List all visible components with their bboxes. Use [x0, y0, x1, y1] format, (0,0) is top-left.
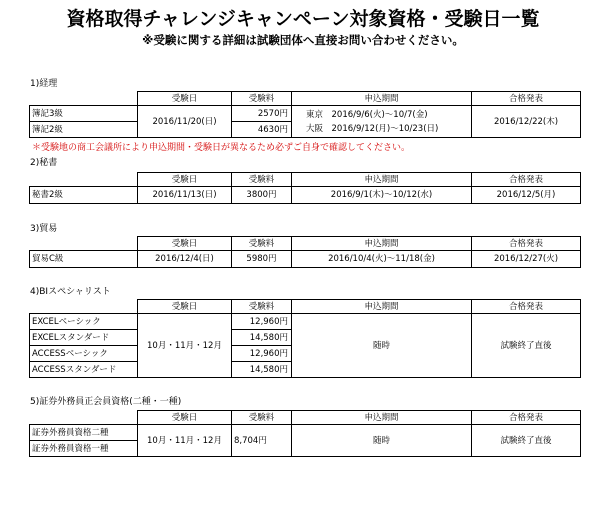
exam-date-cell: 2016/11/20(日)	[138, 106, 232, 138]
result-cell: 2016/12/5(月)	[472, 187, 581, 204]
header-fee: 受験料	[232, 237, 292, 251]
section-label-accounting: 1)経理	[30, 79, 58, 89]
table-row-name: 簿記2級	[30, 122, 138, 138]
header-apply-period: 申込期間	[292, 173, 472, 187]
header-fee: 受験料	[232, 173, 292, 187]
header-apply-period: 申込期間	[292, 237, 472, 251]
header-exam-date: 受験日	[138, 411, 232, 425]
table-row-name: 簿記3級	[30, 106, 138, 122]
section-label-bi-specialist: 4)BIスペシャリスト	[30, 287, 111, 297]
section-label-secretary: 2)秘書	[30, 158, 58, 168]
header-blank	[30, 237, 138, 251]
fee-cell: 2570円	[232, 106, 292, 122]
header-blank	[30, 173, 138, 187]
section-label-trade: 3)貿易	[30, 224, 58, 234]
warning-note: ＊受験地の商工会議所により申込期間・受験日が異なるため必ずご自身で確認してください。	[32, 143, 411, 153]
section-label-securities: 5)証券外務員正会員資格(二種・一種)	[30, 397, 182, 407]
table-securities	[29, 410, 581, 457]
result-cell: 2016/12/27(火)	[472, 251, 581, 268]
table-row-name: 証券外務員資格一種	[30, 441, 138, 457]
exam-date-cell: 2016/11/13(日)	[138, 187, 232, 204]
fee-cell: 14,580円	[232, 362, 292, 378]
header-result: 合格発表	[472, 92, 581, 106]
header-blank	[30, 92, 138, 106]
header-result: 合格発表	[472, 173, 581, 187]
header-exam-date: 受験日	[138, 173, 232, 187]
fee-cell: 4630円	[232, 122, 292, 138]
apply-period-cell: 随時	[292, 425, 472, 457]
header-apply-period: 申込期間	[292, 411, 472, 425]
table-secretary	[29, 172, 581, 204]
header-fee: 受験料	[232, 300, 292, 314]
header-result: 合格発表	[472, 411, 581, 425]
header-blank	[30, 411, 138, 425]
fee-cell: 8,704円	[232, 425, 292, 457]
table-row-name: EXCELスタンダード	[30, 330, 138, 346]
header-result: 合格発表	[472, 237, 581, 251]
result-cell: 試験終了直後	[472, 314, 581, 378]
apply-period-cell: 随時	[292, 314, 472, 378]
table-row-name: 証券外務員資格二種	[30, 425, 138, 441]
header-fee: 受験料	[232, 92, 292, 106]
exam-date-cell: 10月・11月・12月	[138, 425, 232, 457]
header-exam-date: 受験日	[138, 92, 232, 106]
apply-period-cell: 2016/9/1(木)～10/12(水)	[292, 187, 472, 204]
table-row-name: ACCESSスタンダード	[30, 362, 138, 378]
table-accounting	[29, 91, 581, 138]
fee-cell: 12,960円	[232, 314, 292, 330]
table-row-name: ACCESSベーシック	[30, 346, 138, 362]
apply-period-cell	[292, 106, 472, 138]
table-row-name: 貿易C級	[30, 251, 138, 268]
page-subtitle: ※受験に関する詳細は試験団体へ直接お問い合わせください。	[142, 33, 464, 47]
header-result: 合格発表	[472, 300, 581, 314]
fee-cell: 14,580円	[232, 330, 292, 346]
apply-line-osaka: 大阪 2016/9/12(月)～10/23(日)	[306, 123, 439, 134]
header-apply-period: 申込期間	[292, 92, 472, 106]
table-bi-specialist	[29, 299, 581, 378]
result-cell: 2016/12/22(木)	[472, 106, 581, 138]
result-cell: 試験終了直後	[472, 425, 581, 457]
header-fee: 受験料	[232, 411, 292, 425]
apply-period-cell: 2016/10/4(火)～11/18(金)	[292, 251, 472, 268]
exam-date-cell: 2016/12/4(日)	[138, 251, 232, 268]
fee-cell: 5980円	[232, 251, 292, 268]
exam-date-cell: 10月・11月・12月	[138, 314, 232, 378]
header-exam-date: 受験日	[138, 237, 232, 251]
table-trade	[29, 236, 581, 268]
fee-cell: 12,960円	[232, 346, 292, 362]
table-row-name: 秘書2級	[30, 187, 138, 204]
header-blank	[30, 300, 138, 314]
apply-line-tokyo: 東京 2016/9/6(火)～10/7(金)	[306, 109, 428, 120]
header-apply-period: 申込期間	[292, 300, 472, 314]
table-row-name: EXCELベーシック	[30, 314, 138, 330]
header-exam-date: 受験日	[138, 300, 232, 314]
fee-cell: 3800円	[232, 187, 292, 204]
page-title: 資格取得チャレンジキャンペーン対象資格・受験日一覧	[66, 8, 540, 30]
